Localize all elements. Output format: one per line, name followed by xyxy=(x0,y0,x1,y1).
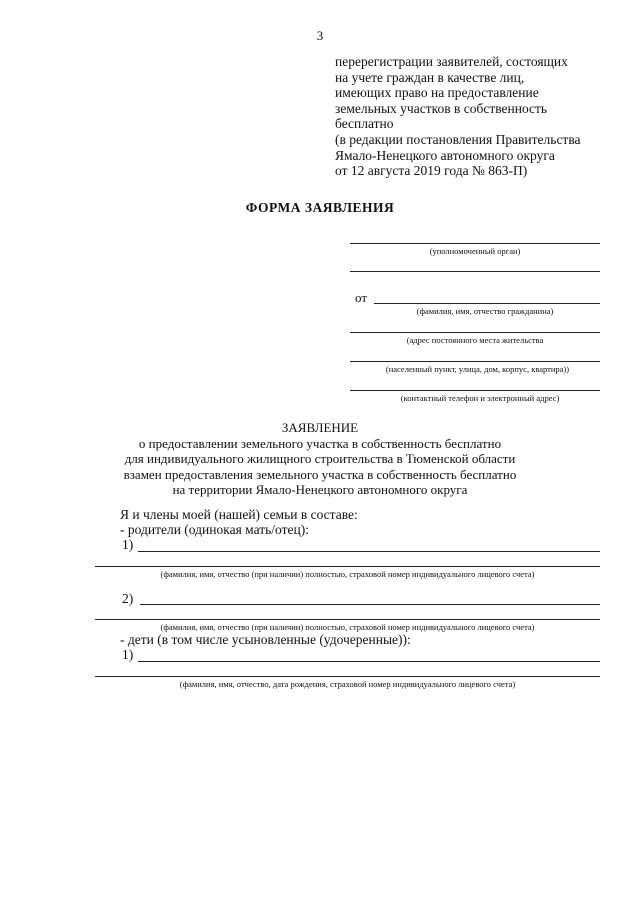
statement-block xyxy=(0,420,640,498)
family-intro: Я и члены моей (нашей) семьи в составе: xyxy=(120,507,358,522)
locality-caption: (населенный пункт, улица, дом, корпус, квартира)) xyxy=(385,364,570,374)
header-line: бесплатно xyxy=(335,116,394,132)
parents-label: - родители (одинокая мать/отец): xyxy=(120,522,309,537)
header-line: на учете граждан в качестве лиц, xyxy=(335,69,525,85)
authority-line[interactable] xyxy=(350,243,600,244)
from-label: от xyxy=(355,290,368,305)
statement-line: на территории Ямало-Ненецкого автономного округа xyxy=(172,482,468,498)
authority-line-2[interactable] xyxy=(350,271,600,272)
address-caption: (адрес постоянного места жительства xyxy=(406,335,544,345)
parent-1-line[interactable] xyxy=(138,551,600,552)
locality-line[interactable] xyxy=(350,361,600,362)
header-line: имеющих право на предоставление xyxy=(335,85,539,101)
header-line: земельных участков в собственность xyxy=(335,100,548,116)
statement-title: ЗАЯВЛЕНИЕ xyxy=(281,420,359,435)
children-label: - дети (в том числе усыновленные (удочеренные)): xyxy=(120,632,411,647)
child-1-caption: (фамилия, имя, отчество, дата рождения, страховой номер индивидуального лицевого счета) xyxy=(179,679,516,689)
child-1-line[interactable] xyxy=(138,661,600,662)
header-line: от 12 августа 2019 года № 863-П) xyxy=(335,163,528,179)
parent-2-line-2[interactable] xyxy=(95,619,600,620)
contact-caption: (контактный телефон и электронный адрес) xyxy=(400,393,560,403)
authority-caption: (уполномоченный орган) xyxy=(429,246,521,256)
parent-2-caption: (фамилия, имя, отчество (при наличии) полностью, страховой номер индивидуального лицевого счета) xyxy=(160,622,535,632)
header-line: Ямало-Ненецкого автономного округа xyxy=(335,147,555,163)
applicant-name-caption: (фамилия, имя, отчество гражданина) xyxy=(416,306,554,316)
header-line: (в редакции постановления Правительства xyxy=(335,131,581,147)
parent-1-line-2[interactable] xyxy=(95,566,600,567)
child-1-line-2[interactable] xyxy=(95,676,600,677)
child-1-number: 1) xyxy=(122,647,134,662)
parent-2-line[interactable] xyxy=(140,604,600,605)
header-line: перерегистрации заявителей, состоящих xyxy=(335,54,568,69)
address-line[interactable] xyxy=(350,332,600,333)
applicant-name-line[interactable] xyxy=(374,303,600,304)
contact-line[interactable] xyxy=(350,390,600,391)
page-number: 3 xyxy=(316,28,324,43)
parent-2-number: 2) xyxy=(122,591,134,606)
statement-line: взамен предоставления земельного участка в собственность бесплатно xyxy=(123,466,517,482)
parent-1-caption: (фамилия, имя, отчество (при наличии) полностью, страховой номер индивидуального лицевого счета) xyxy=(160,569,535,579)
document-header xyxy=(335,54,581,179)
statement-line: о предоставлении земельного участка в собственность бесплатно xyxy=(138,435,502,451)
parent-1-number: 1) xyxy=(122,537,134,552)
form-title: ФОРМА ЗАЯВЛЕНИЯ xyxy=(245,200,395,215)
statement-line: для индивидуального жилищного строительства в Тюменской области xyxy=(124,451,516,467)
